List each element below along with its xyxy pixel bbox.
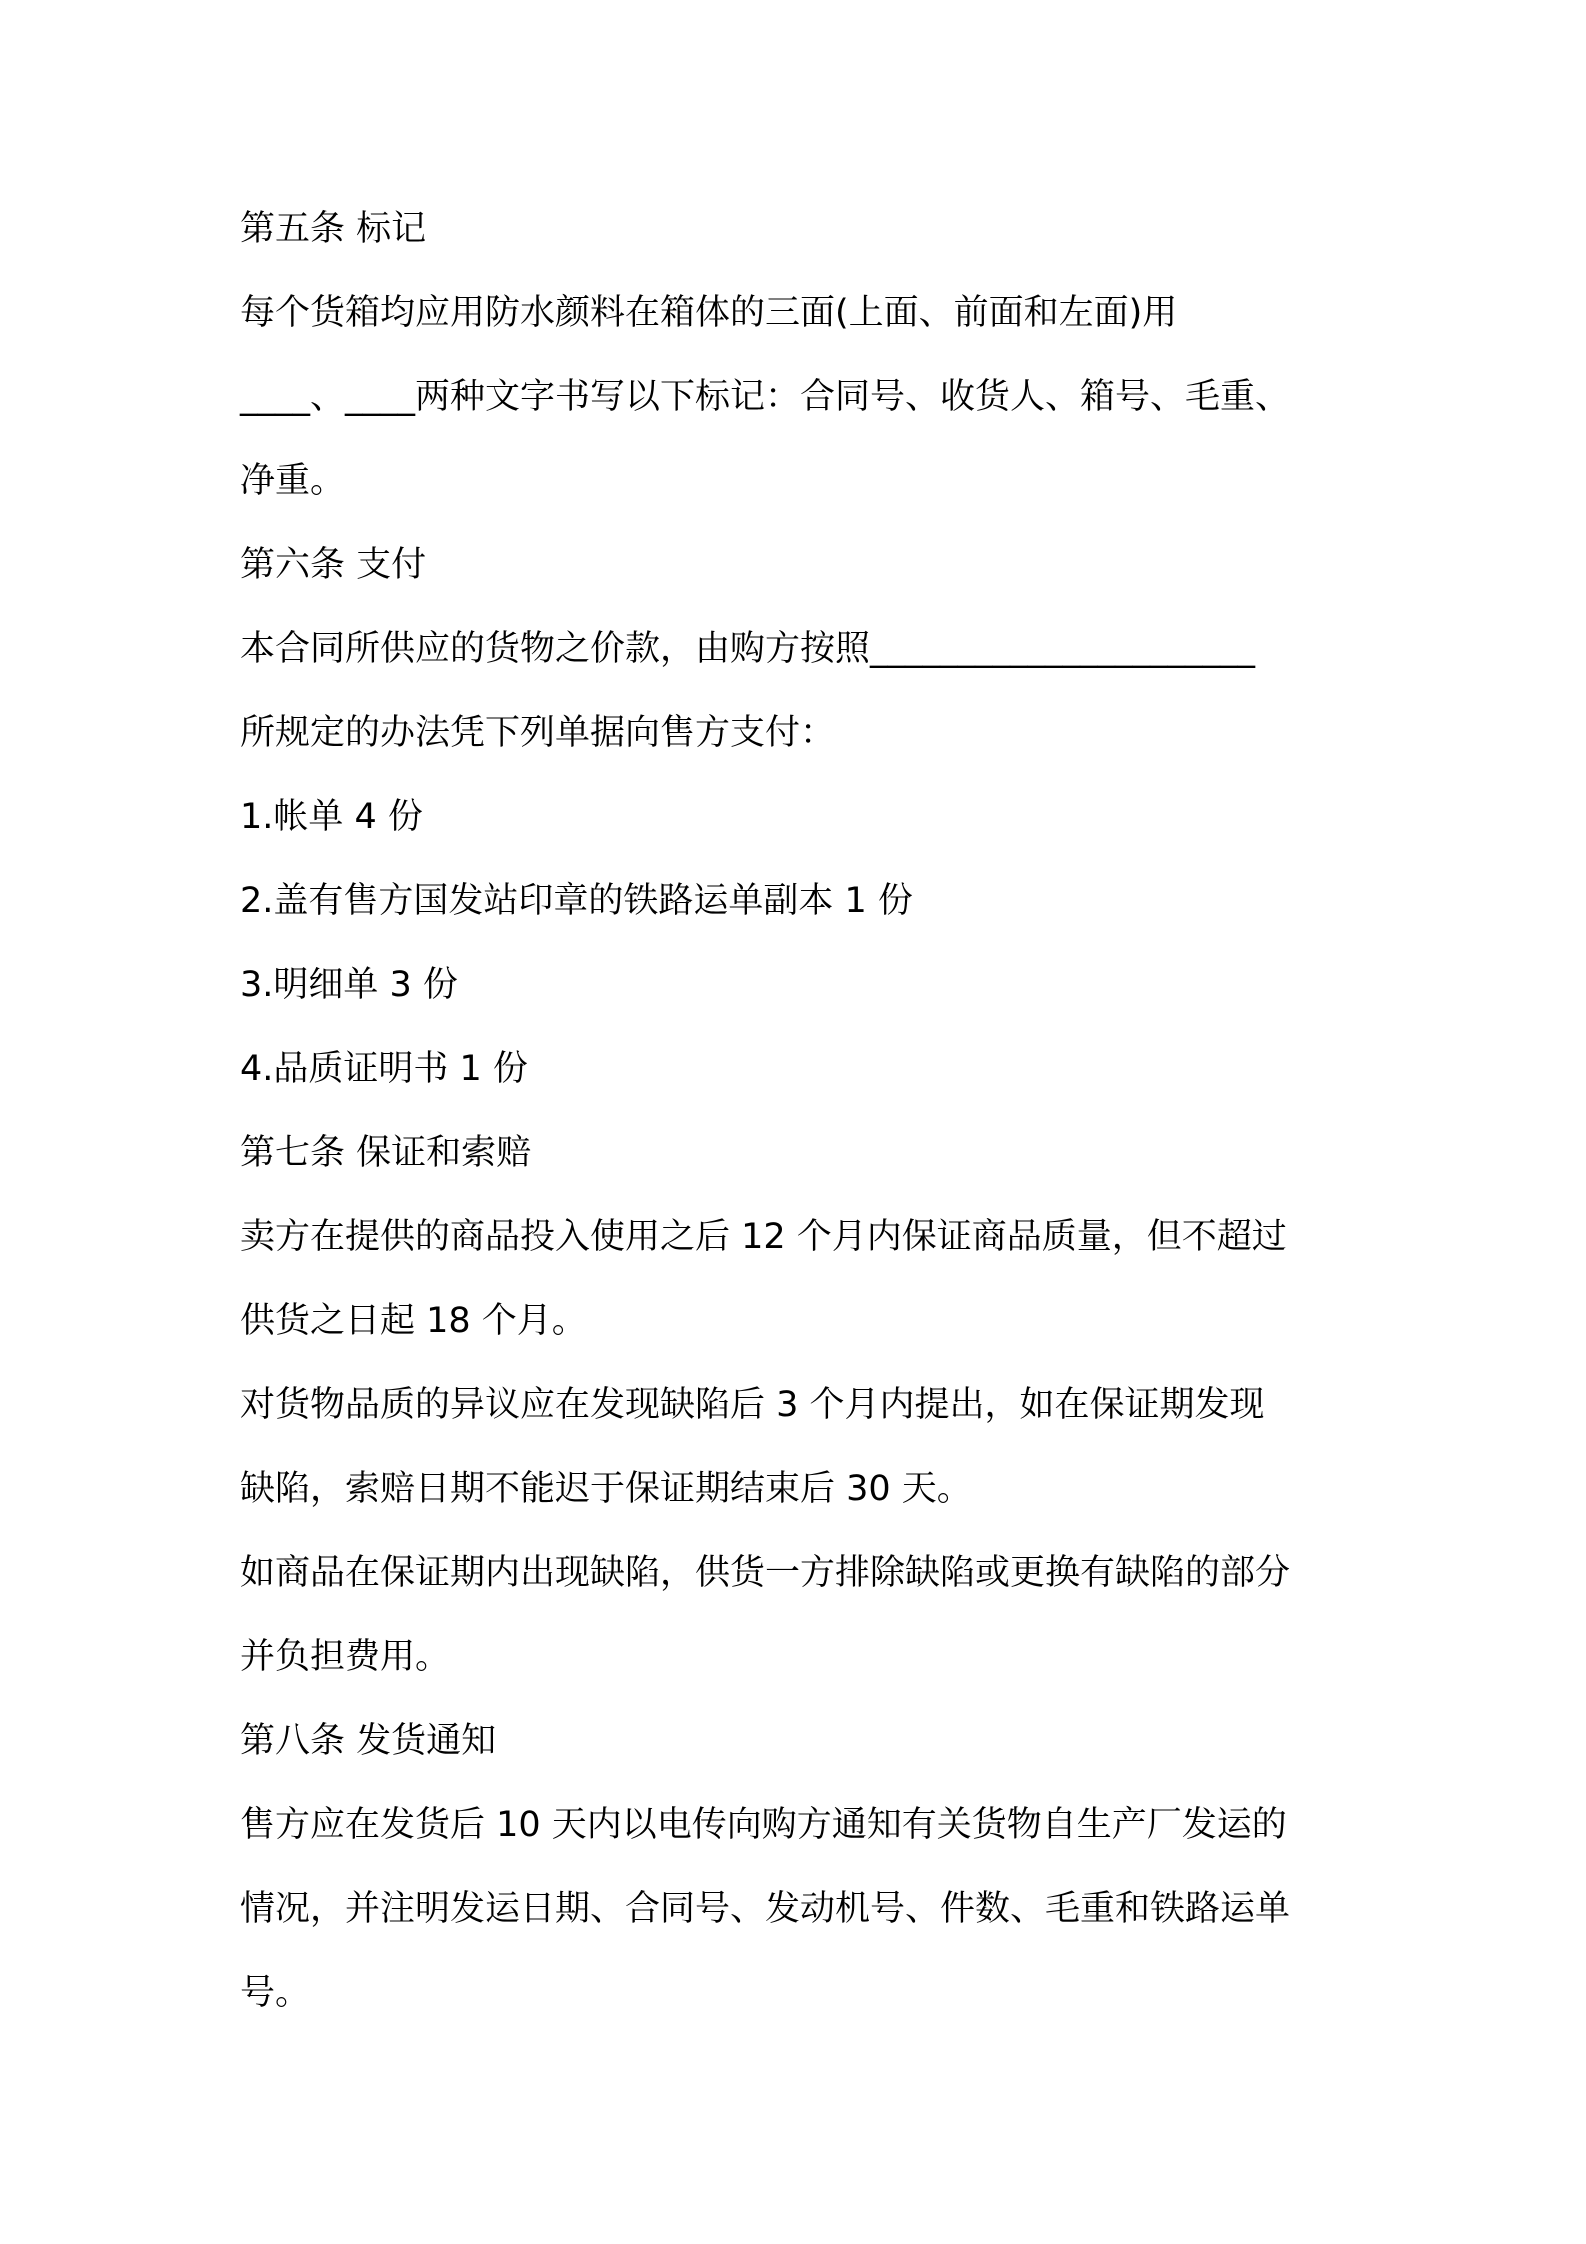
- article-6-text-line-2: 所规定的办法凭下列单据向售方支付：: [240, 713, 836, 753]
- article-8-text-line-1: 售方应在发货后 10 天内以电传向购方通知有关货物自生产厂发运的: [240, 1805, 1287, 1845]
- article-5-text-line-1: 每个货箱均应用防水颜料在箱体的三面(上面、前面和左面)用: [240, 293, 1178, 333]
- document-list-item-4: 4.品质证明书 1 份: [240, 1049, 528, 1089]
- article-5-text-line-3: 净重。: [240, 461, 346, 501]
- document-list-item-2: 2.盖有售方国发站印章的铁路运单副本 1 份: [240, 881, 913, 921]
- article-6-text-line-1: 本合同所供应的货物之价款，由购方按照______________________: [240, 629, 1256, 669]
- article-7-text-line-1: 卖方在提供的商品投入使用之后 12 个月内保证商品质量，但不超过: [240, 1217, 1287, 1257]
- article-8-text-line-3: 号。: [240, 1973, 311, 2013]
- document-list-item-1: 1.帐单 4 份: [240, 797, 423, 837]
- article-7-text-line-5: 如商品在保证期内出现缺陷，供货一方排除缺陷或更换有缺陷的部分: [240, 1553, 1291, 1593]
- document-list-item-3: 3.明细单 3 份: [240, 965, 458, 1005]
- article-7-text-line-4: 缺陷，索赔日期不能迟于保证期结束后 30 天。: [240, 1469, 972, 1509]
- article-8-text-line-2: 情况，并注明发运日期、合同号、发动机号、件数、毛重和铁路运单: [240, 1889, 1291, 1929]
- article-6-heading: 第六条 支付: [240, 545, 427, 585]
- article-7-text-line-3: 对货物品质的异议应在发现缺陷后 3 个月内提出，如在保证期发现: [240, 1385, 1265, 1425]
- article-5-heading: 第五条 标记: [240, 209, 427, 249]
- article-8-heading: 第八条 发货通知: [240, 1721, 497, 1761]
- article-7-text-line-2: 供货之日起 18 个月。: [240, 1301, 587, 1341]
- article-7-text-line-6: 并负担费用。: [240, 1637, 451, 1677]
- article-7-heading: 第七条 保证和索赔: [240, 1133, 532, 1173]
- article-5-text-line-2: ____、____两种文字书写以下标记：合同号、收货人、箱号、毛重、: [240, 377, 1291, 417]
